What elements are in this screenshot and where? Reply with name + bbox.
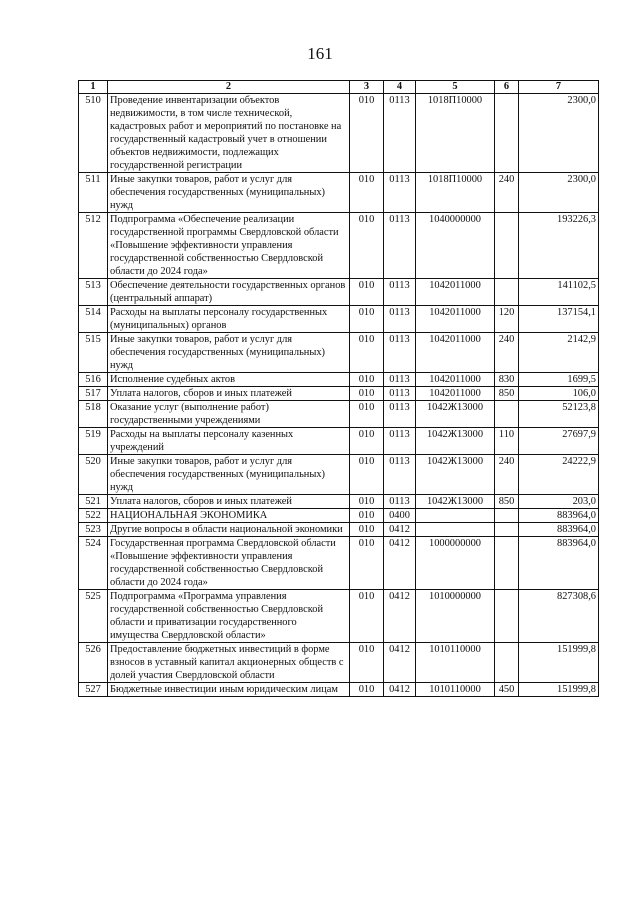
ministry-code: 010 [350, 590, 384, 643]
target-article-code: 1042Ж13000 [416, 495, 495, 509]
row-number: 525 [79, 590, 108, 643]
expense-type-code: 450 [495, 683, 519, 697]
amount: 2142,9 [519, 333, 599, 373]
section-code: 0113 [384, 94, 416, 173]
row-number: 513 [79, 279, 108, 306]
table-row [79, 455, 599, 495]
target-article-code: 1042011000 [416, 306, 495, 333]
section-code: 0400 [384, 509, 416, 523]
item-name: Подпрограмма «Обеспечение реализации государственной программы Свердловской области «Повышение эффективности управления государственной собственностью Свердловской области до 2024 года» [108, 213, 350, 279]
ministry-code: 010 [350, 94, 384, 173]
ministry-code: 010 [350, 495, 384, 509]
item-name: Иные закупки товаров, работ и услуг для обеспечения государственных (муниципальных) нужд [108, 333, 350, 373]
target-article-code: 1010000000 [416, 590, 495, 643]
section-code: 0113 [384, 401, 416, 428]
row-number: 518 [79, 401, 108, 428]
amount: 137154,1 [519, 306, 599, 333]
target-article-code: 1042Ж13000 [416, 455, 495, 495]
target-article-code: 1042011000 [416, 279, 495, 306]
amount: 883964,0 [519, 537, 599, 590]
expense-type-code: 850 [495, 387, 519, 401]
ministry-code: 010 [350, 683, 384, 697]
item-name: Другие вопросы в области национальной экономики [108, 523, 350, 537]
expense-type-code: 110 [495, 428, 519, 455]
item-name: Исполнение судебных актов [108, 373, 350, 387]
row-number: 510 [79, 94, 108, 173]
column-header: 1 [79, 81, 108, 94]
section-code: 0412 [384, 523, 416, 537]
section-code: 0113 [384, 306, 416, 333]
amount: 151999,8 [519, 683, 599, 697]
amount: 883964,0 [519, 523, 599, 537]
table-row [79, 306, 599, 333]
column-header: 5 [416, 81, 495, 94]
expense-type-code: 240 [495, 333, 519, 373]
table-row [79, 523, 599, 537]
amount: 883964,0 [519, 509, 599, 523]
table-row [79, 387, 599, 401]
ministry-code: 010 [350, 373, 384, 387]
item-name: Расходы на выплаты персоналу государственных (муниципальных) органов [108, 306, 350, 333]
target-article-code: 1018П10000 [416, 173, 495, 213]
item-name: Подпрограмма «Программа управления государственной собственностью Свердловской области и приватизации государственного имущества Свердловской области» [108, 590, 350, 643]
expense-type-code [495, 94, 519, 173]
table-row [79, 333, 599, 373]
item-name: Оказание услуг (выполнение работ) государственными учреждениями [108, 401, 350, 428]
row-number: 522 [79, 509, 108, 523]
target-article-code: 1000000000 [416, 537, 495, 590]
section-code: 0113 [384, 213, 416, 279]
expense-type-code: 240 [495, 455, 519, 495]
target-article-code: 1042Ж13000 [416, 401, 495, 428]
section-code: 0113 [384, 387, 416, 401]
table-row [79, 683, 599, 697]
table-row [79, 643, 599, 683]
row-number: 523 [79, 523, 108, 537]
amount: 193226,3 [519, 213, 599, 279]
target-article-code: 1010110000 [416, 683, 495, 697]
ministry-code: 010 [350, 537, 384, 590]
amount: 151999,8 [519, 643, 599, 683]
section-code: 0113 [384, 495, 416, 509]
table-row [79, 173, 599, 213]
amount: 52123,8 [519, 401, 599, 428]
item-name: Предоставление бюджетных инвестиций в форме взносов в уставный капитал акционерных обществ с долей участия Свердловской области [108, 643, 350, 683]
amount: 203,0 [519, 495, 599, 509]
row-number: 521 [79, 495, 108, 509]
item-name: Бюджетные инвестиции иным юридическим лицам [108, 683, 350, 697]
item-name: Проведение инвентаризации объектов недвижимости, в том числе технической, кадастровых работ и мероприятий по постановке на государственный кадастровый учет в отношении объектов недвижимости, подлежащих государственной регистрации [108, 94, 350, 173]
column-header: 3 [350, 81, 384, 94]
amount: 27697,9 [519, 428, 599, 455]
item-name: Расходы на выплаты персоналу казенных учреждений [108, 428, 350, 455]
target-article-code: 1042011000 [416, 333, 495, 373]
table-row [79, 509, 599, 523]
table-row [79, 428, 599, 455]
amount: 2300,0 [519, 94, 599, 173]
row-number: 520 [79, 455, 108, 495]
target-article-code: 1042011000 [416, 387, 495, 401]
expense-type-code [495, 401, 519, 428]
column-header: 2 [108, 81, 350, 94]
section-code: 0113 [384, 279, 416, 306]
section-code: 0412 [384, 683, 416, 697]
table-row [79, 213, 599, 279]
expense-type-code: 240 [495, 173, 519, 213]
column-header: 7 [519, 81, 599, 94]
item-name: Иные закупки товаров, работ и услуг для обеспечения государственных (муниципальных) нужд [108, 455, 350, 495]
expense-type-code [495, 643, 519, 683]
target-article-code: 1040000000 [416, 213, 495, 279]
expense-type-code [495, 213, 519, 279]
section-code: 0412 [384, 537, 416, 590]
expense-type-code: 120 [495, 306, 519, 333]
item-name: Уплата налогов, сборов и иных платежей [108, 495, 350, 509]
amount: 827308,6 [519, 590, 599, 643]
header-row [79, 81, 599, 94]
target-article-code: 1010110000 [416, 643, 495, 683]
budget-table [78, 80, 599, 697]
item-name: Иные закупки товаров, работ и услуг для обеспечения государственных (муниципальных) нужд [108, 173, 350, 213]
row-number: 512 [79, 213, 108, 279]
amount: 24222,9 [519, 455, 599, 495]
column-header: 4 [384, 81, 416, 94]
item-name: Уплата налогов, сборов и иных платежей [108, 387, 350, 401]
section-code: 0113 [384, 333, 416, 373]
ministry-code: 010 [350, 333, 384, 373]
amount: 141102,5 [519, 279, 599, 306]
ministry-code: 010 [350, 213, 384, 279]
table-row [79, 537, 599, 590]
target-article-code: 1018П10000 [416, 94, 495, 173]
ministry-code: 010 [350, 279, 384, 306]
ministry-code: 010 [350, 306, 384, 333]
section-code: 0113 [384, 428, 416, 455]
row-number: 517 [79, 387, 108, 401]
row-number: 519 [79, 428, 108, 455]
expense-type-code [495, 523, 519, 537]
ministry-code: 010 [350, 523, 384, 537]
ministry-code: 010 [350, 643, 384, 683]
expense-type-code [495, 590, 519, 643]
ministry-code: 010 [350, 428, 384, 455]
section-code: 0113 [384, 455, 416, 495]
ministry-code: 010 [350, 401, 384, 428]
table-row [79, 590, 599, 643]
column-header: 6 [495, 81, 519, 94]
expense-type-code [495, 279, 519, 306]
amount: 1699,5 [519, 373, 599, 387]
target-article-code: 1042Ж13000 [416, 428, 495, 455]
section-code: 0113 [384, 373, 416, 387]
expense-type-code: 850 [495, 495, 519, 509]
row-number: 527 [79, 683, 108, 697]
ministry-code: 010 [350, 455, 384, 495]
expense-type-code [495, 509, 519, 523]
section-code: 0412 [384, 643, 416, 683]
ministry-code: 010 [350, 509, 384, 523]
table-row [79, 495, 599, 509]
table-row [79, 401, 599, 428]
amount: 2300,0 [519, 173, 599, 213]
table-row [79, 373, 599, 387]
table-row [79, 94, 599, 173]
target-article-code: 1042011000 [416, 373, 495, 387]
row-number: 524 [79, 537, 108, 590]
ministry-code: 010 [350, 173, 384, 213]
section-code: 0113 [384, 173, 416, 213]
expense-type-code: 830 [495, 373, 519, 387]
target-article-code [416, 523, 495, 537]
item-name: НАЦИОНАЛЬНАЯ ЭКОНОМИКА [108, 509, 350, 523]
row-number: 514 [79, 306, 108, 333]
ministry-code: 010 [350, 387, 384, 401]
item-name: Обеспечение деятельности государственных органов (центральный аппарат) [108, 279, 350, 306]
table-row [79, 279, 599, 306]
item-name: Государственная программа Свердловской области «Повышение эффективности управления государственной собственностью Свердловской области до 2024 года» [108, 537, 350, 590]
row-number: 526 [79, 643, 108, 683]
row-number: 516 [79, 373, 108, 387]
page-number: 161 [307, 44, 333, 63]
section-code: 0412 [384, 590, 416, 643]
expense-type-code [495, 537, 519, 590]
target-article-code [416, 509, 495, 523]
row-number: 515 [79, 333, 108, 373]
amount: 106,0 [519, 387, 599, 401]
row-number: 511 [79, 173, 108, 213]
